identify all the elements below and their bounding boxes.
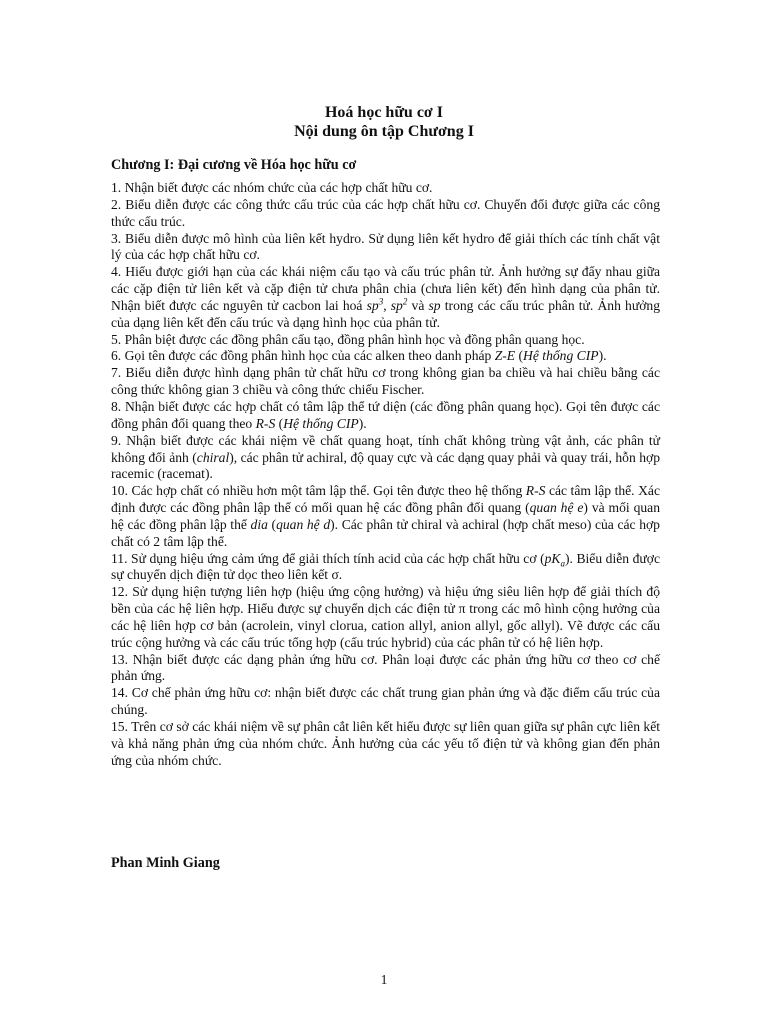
objectives-list	[111, 180, 660, 770]
list-item-text: Z-E	[494, 348, 516, 364]
list-item	[111, 685, 660, 719]
list-item-text: quan hệ d	[276, 516, 331, 532]
list-item-text: sp	[428, 297, 441, 313]
list-item	[111, 365, 660, 399]
list-item-text: ). Các phân tử chiral và achiral (hợp chất meso) của các hợp chất có 2 tâm lập thể.	[111, 516, 660, 549]
list-item	[111, 231, 660, 265]
list-item	[111, 433, 660, 484]
list-item-text: ).	[598, 348, 607, 364]
list-item	[111, 264, 660, 331]
list-item-text: ). Biểu diễn được sự chuyển dịch điện tử dọc theo liên kết σ.	[111, 550, 660, 583]
document-title: Hoá học hữu cơ I	[324, 104, 444, 121]
title-block	[0, 103, 768, 141]
list-item-text: quan hệ e	[529, 500, 584, 516]
list-item-text: pK	[544, 550, 561, 566]
list-item	[111, 652, 660, 686]
list-item-text: 1. Nhận biết được các nhóm chức của các hợp chất hữu cơ.	[111, 180, 433, 195]
list-item-text: 14. Cơ chế phản ứng hữu cơ: nhận biết được các chất trung gian phản ứng và đặc điểm cấu trúc của chúng.	[111, 685, 660, 718]
list-item-text: 2. Biểu diễn được các công thức cấu trúc của các hợp chất hữu cơ. Chuyển đổi được giữa các công thức cấu trúc.	[111, 196, 660, 229]
list-item	[111, 180, 660, 197]
list-item-text: 9. Nhận biết được các khái niệm về chất quang hoạt, tính chất không trùng vật ảnh, các phân tử không đổi ảnh (	[111, 432, 660, 465]
list-item-text: (	[267, 516, 277, 532]
list-item-text: 3. Biểu diễn được mô hình của liên kết hydro. Sử dụng liên kết hydro để giải thích các tính chất vật lý của các hợp chất hữu cơ.	[111, 230, 660, 263]
list-item	[111, 551, 660, 585]
list-item-text: 11. Sử dụng hiệu ứng cảm ứng để giải thích tính acid của các hợp chất hữu cơ (	[111, 550, 545, 566]
chapter-heading: Chương I: Đại cương về Hóa học hữu cơ	[111, 157, 357, 173]
list-item-text: R-S	[255, 415, 276, 431]
document-subtitle: Nội dung ôn tập Chương I	[294, 123, 474, 140]
list-item-text: 4. Hiểu được giới hạn của các khái niệm cấu tạo và cấu trúc phân tử. Ảnh hưởng sự đẩy nhau giữa các cặp điện tử liên kết và cặp điện tử chưa phân chia (chưa liên kết) đến hình dạng của phân tử. Nhận biết được các nguyên tử cacbon lai hoá	[111, 264, 660, 313]
list-item-text: 8. Nhận biết được các hợp chất có tâm lập thể tứ diện (các đồng phân quang học). Gọi tên được các đồng phân đối quang theo	[111, 398, 660, 431]
list-item-text: 5. Phân biệt được các đồng phân cấu tạo, đồng phân hình học và đồng phân quang học.	[111, 331, 585, 347]
list-item-text: Hệ thống CIP	[523, 348, 599, 364]
list-item-text: a	[560, 558, 565, 569]
list-item-text: ).	[358, 415, 367, 431]
list-item-text: ), các phân tử achiral, độ quay cực và các dạng quay phải và quay trái, hỗn hợp racemic (racemat).	[111, 449, 660, 482]
list-item-text: 6. Gọi tên được các đồng phân hình học của các alken theo danh pháp	[111, 348, 495, 364]
list-item-text: R-S	[525, 483, 546, 499]
list-item-text: trong các cấu trúc phân tử. Ảnh hưởng của dạng liên kết đến cấu trúc và dạng hình học của phân tử.	[111, 297, 660, 330]
page-number: 1	[380, 972, 388, 987]
list-item-text: 2	[402, 296, 408, 307]
list-item-text: các tâm lập thể. Xác định được các đồng phân lập thể có mối quan hệ các đồng phân đối quang (	[111, 483, 660, 516]
list-item-text: (	[515, 348, 524, 364]
list-item-text: sp	[366, 297, 379, 313]
list-item-text: sp	[390, 297, 403, 313]
list-item-text: 10. Các hợp chất có nhiều hơn một tâm lập thể. Gọi tên được theo hệ thống	[111, 483, 526, 499]
list-item-text: 13. Nhận biết được các dạng phản ứng hữu cơ. Phân loại được các phản ứng hữu cơ theo cơ chế phản ứng.	[111, 651, 660, 684]
list-item-text: 3	[378, 296, 384, 307]
list-item-text: (	[275, 415, 284, 431]
list-item-text: ,	[383, 297, 391, 313]
list-item	[111, 348, 660, 365]
list-item-text: 15. Trên cơ sở các khái niệm về sự phân cắt liên kết hiểu được sự liên quan giữa sự phân cực liên kết và khả năng phản ứng của nhóm chức. Ảnh hưởng của các yếu tố điện tử và không gian đến phản ứng của nhóm chức.	[111, 719, 660, 768]
list-item	[111, 399, 660, 433]
list-item	[111, 584, 660, 651]
list-item-text: dia	[250, 516, 268, 532]
list-item-text: 7. Biểu diễn được hình dạng phân tử chất hữu cơ trong không gian ba chiều và hai chiều bằng các công thức không gian 3 chiều và công thức chiếu Fischer.	[111, 365, 660, 398]
list-item-text: ) và mối quan hệ các đồng phân lập thể	[111, 500, 660, 532]
list-item	[111, 483, 660, 550]
author-name: Phan Minh Giang	[111, 855, 220, 871]
list-item-text: chiral	[196, 449, 230, 465]
list-item	[111, 719, 660, 770]
list-item-text: 12. Sử dụng hiện tượng liên hợp (hiệu ứng cộng hưởng) và hiệu ứng siêu liên hợp để giải thích độ bền của các hệ liên hợp. Hiểu được sự chuyển dịch các điện tử π trong các mô hình cộng hưởng của các hệ liên hợp cơ bản (acrolein, vinyl clorua, cation allyl, anion allyl, gốc allyl). Vẽ được các cấu trúc cộng hưởng và các cấu trúc tổng hợp (cấu trúc hybrid) của các phân tử có hệ liên hợp.	[111, 584, 660, 650]
list-item	[111, 332, 660, 349]
list-item-text: Hệ thống CIP	[283, 415, 359, 431]
list-item-text: và	[407, 297, 429, 313]
list-item	[111, 197, 660, 231]
